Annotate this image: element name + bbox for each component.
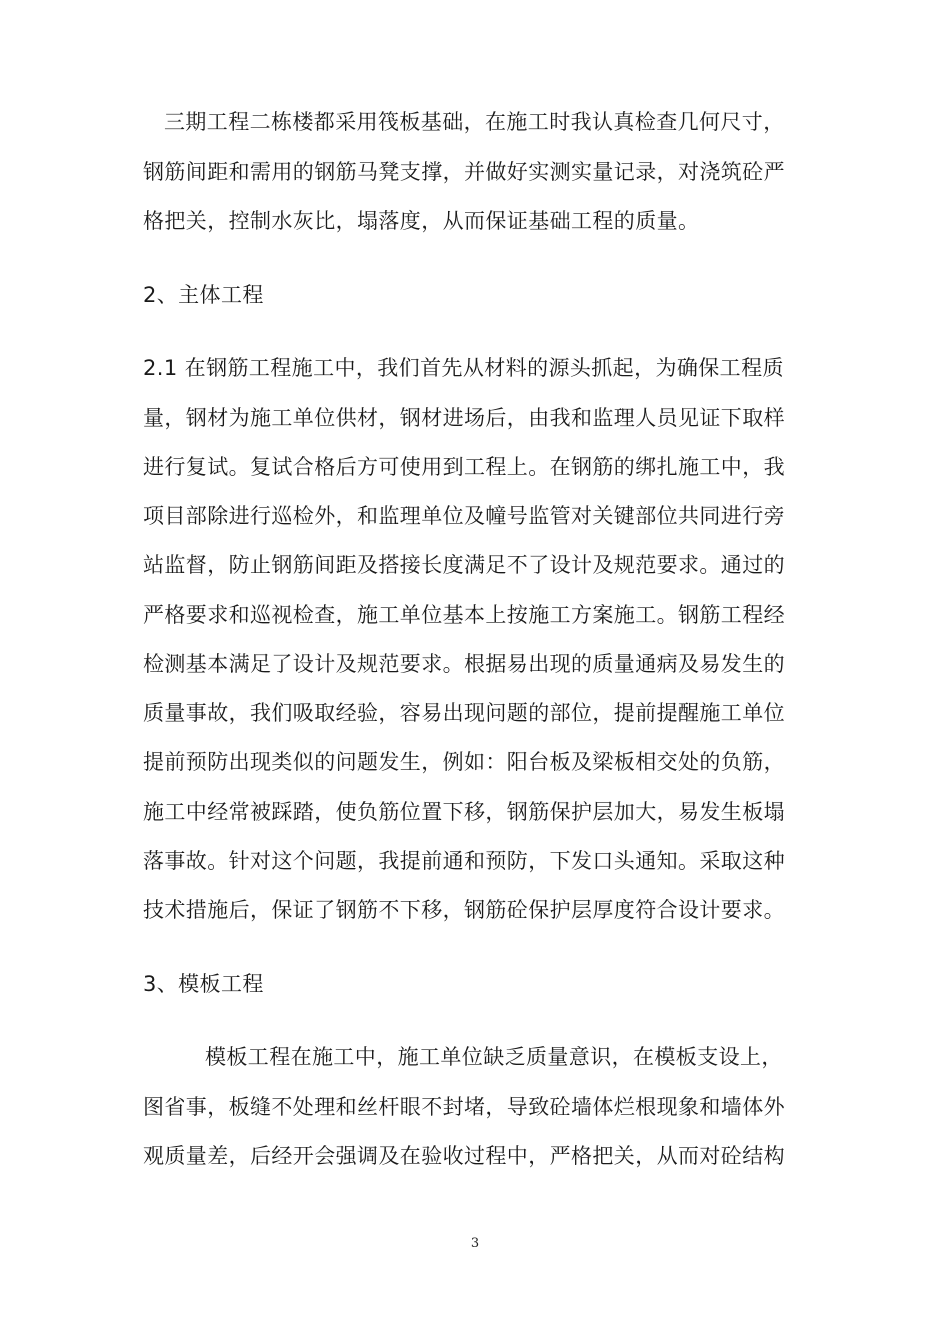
page-number: 3: [470, 1236, 480, 1251]
paragraph-line: 三期工程二栋楼都采用筏板基础，在施工时我认真检查几何尺寸，: [164, 110, 785, 134]
paragraph-line: 模板工程在施工中，施工单位缺乏质量意识，在模板支设上，: [205, 1045, 783, 1069]
paragraph-line: 2.1 在钢筋工程施工中，我们首先从材料的源头抓起，为确保工程质: [143, 356, 784, 380]
paragraph-line: 施工中经常被踩踏，使负筋位置下移，钢筋保护层加大，易发生板塌: [143, 800, 785, 824]
paragraph-line: 技术措施后，保证了钢筋不下移，钢筋砼保护层厚度符合设计要求。: [143, 898, 785, 922]
paragraph-line: 严格要求和巡视检查，施工单位基本上按施工方案施工。钢筋工程经: [143, 603, 785, 627]
section-heading-formwork: 3、模板工程: [143, 972, 264, 996]
section-heading-main-structure: 2、主体工程: [143, 283, 264, 307]
paragraph-line: 量，钢材为施工单位供材，钢材进场后，由我和监理人员见证下取样: [143, 406, 785, 430]
paragraph-line: 图省事，板缝不处理和丝杆眼不封堵，导致砼墙体烂根现象和墙体外: [143, 1095, 785, 1119]
paragraph-line: 质量事故，我们吸取经验，容易出现问题的部位，提前提醒施工单位: [143, 701, 785, 725]
paragraph-line: 站监督，防止钢筋间距及搭接长度满足不了设计及规范要求。通过的: [143, 553, 785, 577]
paragraph-line: 钢筋间距和需用的钢筋马凳支撑，并做好实测实量记录，对浇筑砼严: [143, 160, 785, 184]
paragraph-line: 格把关，控制水灰比，塌落度，从而保证基础工程的质量。: [143, 209, 700, 233]
paragraph-line: 观质量差，后经开会强调及在验收过程中，严格把关，从而对砼结构: [143, 1144, 785, 1168]
paragraph-line: 进行复试。复试合格后方可使用到工程上。在钢筋的绑扎施工中，我: [143, 455, 785, 479]
paragraph-line: 提前预防出现类似的问题发生，例如：阳台板及梁板相交处的负筋，: [143, 750, 785, 774]
paragraph-line: 落事故。针对这个问题，我提前通和预防，下发口头通知。采取这种: [143, 849, 785, 873]
paragraph-line: 检测基本满足了设计及规范要求。根据易出现的质量通病及易发生的: [143, 652, 785, 676]
paragraph-line: 项目部除进行巡检外，和监理单位及幢号监管对关键部位共同进行旁: [143, 504, 785, 528]
